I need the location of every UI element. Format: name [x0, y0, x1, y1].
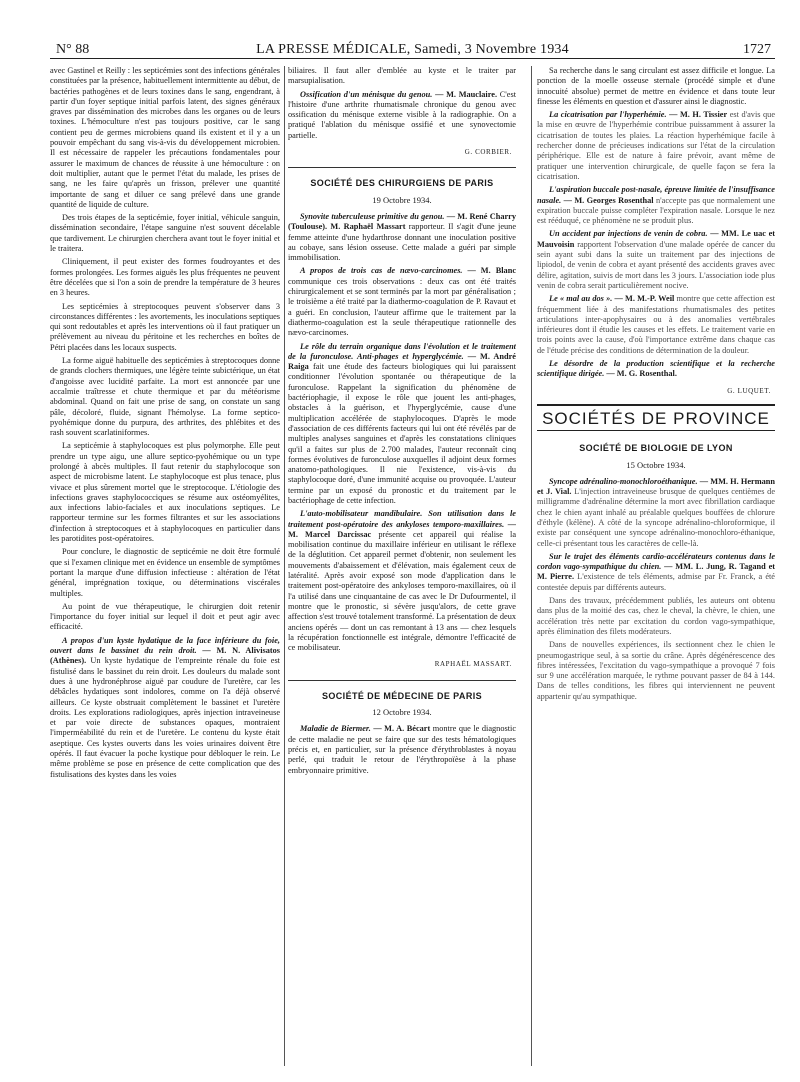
- communication-title: A propos de trois cas de nævo-carcinomes.: [300, 266, 463, 276]
- signature: RAPHAËL MASSART.: [434, 660, 512, 669]
- communication-text: Un kyste hydatique de l'empreinte rénale du foie est fistulisé dans le bassinet du rein droit. Les douleurs du malade sont dues à une hydronéphrose aiguë par coudure de l'uretère, car les débâcles hydatiques sont indolores, comme on l'a déjà observé ailleurs. Ce kyste obstruait complètement le bassinet et l'uretère droits. Les explorations radiologiques, après injection intraveineuse et par voie directe de substances opaques, montraient l'imperméabilité du rein et de l'uretère. Le contenu du kyste était aseptique. Ces kystes ouverts dans les voies urinaires doivent être opérés. Il faut évacuer la poche kystique pour débloquer le rein. Le même problème se pose en présence de cette complication que des fistulisations des kystes dans les voies: [50, 656, 280, 779]
- page-number: 1727: [743, 42, 771, 57]
- communication-author: — MM. H. Hermann et J. Vial.: [537, 476, 775, 497]
- communication-text: communique ces trois observations : deux cas ont été traités chirurgicalement et se sont terminés par la mort par généralisation ; le troisième a été traité par la diathermo-coagulation de P. Ravaut et a guéri. En conclusion, l'auteur affirme que le traitement par la diathermo-coagulation est la seule thérapeutique rationnelle des nævo-carcinomes.: [288, 276, 516, 338]
- communication: [288, 342, 516, 507]
- communication: [537, 110, 775, 182]
- communication-title: Syncope adrénalino-monochloroéthanique.: [549, 476, 698, 486]
- communication: [288, 212, 516, 263]
- session-date: 19 Octobre 1934.: [372, 194, 432, 205]
- paragraph: Dans de nouvelles expériences, ils sectionnent chez le chien le pneumogastrique seul, à sa sortie du crâne. Après dégénérescence des fibres intéressées, l'excitation du vago-sympathique a provoqué 7 fois sur 9 une accélération marquée, le rythme pouvant passer de 84 à 144. Dans de telles conditions, les fibres qui interviennent ne peuvent appartenir qu'au sympathique.: [537, 640, 775, 701]
- society-heading: SOCIÉTÉ DES CHIRURGIENS DE PARIS: [288, 167, 516, 188]
- column-2: [288, 66, 516, 1066]
- communication: [537, 229, 775, 291]
- communication-author: — M. H. Tissier: [669, 110, 728, 120]
- paragraph: La forme aiguë habituelle des septicémies à streptocoques donne de grands clochers thermiques, une légère teinte subictérique, un état d'angoisse avec lucidité parfaite. La mort est annoncée par une accalmie traîtresse et chute thermique et par du météorisme abdominal. Quand on fait une prise de sang, on constate un sang pâle, décoloré, fluide, signant l'hémolyse. La forme septico-pyohémique donne du purpura, des arthrites, des phlébites et des rash souvent scarlatiniformes.: [50, 356, 280, 438]
- journal-title: LA PRESSE MÉDICALE, Samedi, 3 Novembre 1934: [256, 42, 569, 57]
- signature: G. CORBIER.: [464, 148, 512, 157]
- communication-title: Un accident par injections de venin de cobra.: [549, 229, 708, 239]
- communication-title: Maladie de Biermer.: [300, 724, 371, 734]
- communication-author: — M. Marcel Darcissac: [288, 519, 516, 539]
- paragraph: Les septicémies à streptocoques peuvent s'observer dans 3 circonstances différentes : les avortements, les inoculations septiques qui sont redoutables et après les interventions où il faut pratiquer un prélèvement au niveau du péritoine et les recherches en boîtes de Pétri placées dans les locaux suspects.: [50, 301, 280, 352]
- columns: [50, 66, 775, 1066]
- communication-title: A propos d'un kyste hydatique de la face inférieure du foie, ouvert dans le bassinet du rein droit.: [50, 635, 280, 656]
- communication: [288, 509, 516, 653]
- section-title: SOCIÉTÉS DE PROVINCE: [537, 404, 775, 431]
- paragraph: Au point de vue thérapeutique, le chirurgien doit retenir l'importance du foyer initial sur lequel il doit et peut agir avec efficacité.: [50, 601, 280, 632]
- paragraph: Sa recherche dans le sang circulant est assez difficile et longue. La ponction de la moelle osseuse sternale (procédé simple et d'une innocuité absolue) permet de mettre en évidence et dans toute leur finesse les éléments en question et d'assurer ainsi le diagnostic.: [537, 66, 775, 106]
- session-date: 15 Octobre 1934.: [626, 459, 686, 470]
- communication-title: Sur le trajet des éléments cardio-accélérateurs contenus dans le cordon vago-sympathique du chien.: [537, 551, 775, 572]
- communication: [50, 636, 280, 780]
- communication-title: L'auto-mobilisateur mandibulaire. Son utilisation dans le traitement post-opératoire des ankyloses temporo-maxillaires.: [288, 509, 516, 529]
- society-heading: SOCIÉTÉ DE MÉDECINE DE PARIS: [288, 680, 516, 701]
- paragraph: La septicémie à staphylocoques est plus polymorphe. Elle peut prendre un type aigu, une allure septico-pyohémique ou un type prolongé à abcès multiples. Il faut retenir du staphylocoque son aspect de microbisme latent. Le staphylocoque est plus tenace, plus vivace et plus sûrement mortel que le streptocoque. L'étiologie des infections graves staphylococciques se résume aux ostéomyélites, aux infections labio-faciales et aux inoculations septiques. Le rapporteur termine sur les formes filtrantes et sur les associations d'infection à streptocoques et à staphylocoques en particulier dans les parotidites post-opératoires.: [50, 441, 280, 544]
- communication: [537, 477, 775, 549]
- communication-author: — M. N. Alivisatos (Athènes).: [50, 646, 280, 666]
- communication-author: — M. Blanc: [467, 266, 516, 276]
- communication-author: — M. G. Rosenthal.: [606, 369, 677, 379]
- communication-author: — MM. L. Jung, R. Tagand et M. Pierre.: [537, 562, 775, 582]
- communication-author: — M. Mauclaire.: [435, 89, 498, 99]
- paragraph: biliaires. Il faut aller d'emblée au kyste et le traiter par marsupialisation.: [288, 66, 516, 86]
- communication-text: fait une étude des facteurs biologiques qui lui paraissent conditionner l'évolution spontanée ou thérapeutique de la furonculose. Rappelant la signification du phénomène de bactériophagie, il expose le rôle que jouent les anti-phages, obstacles à la guérison, et l'hyperglycémie, cause d'une multiplication accélérée de staphylocoques. D'après le mode d'association de ces différents facteurs qui lui ont été révélés par de multiples analyses sanguines et d'après les constatations cliniques qu'il a faites sur plus de 2.700 malades, l'auteur reconnaît cinq formes évolutives de furonculose auxquelles il adjoint deux formes anatomo-pathologiques. Il nie l'existence, vis-à-vis du staphylocoque doré, d'une immunité acquise ou provoquée. L'auteur termine par un exposé du pronostic et du traitement par le bactériophage de cette infection.: [288, 362, 516, 505]
- column-1: [50, 66, 280, 1066]
- communication: [537, 359, 775, 380]
- journal-page: [50, 28, 775, 1068]
- paragraph: avec Gastinel et Reilly : les septicémies sont des infections générales constituées par la présence, habituellement intermittente au début, de bactéries pathogènes et de leurs toxines dans le sang, engendrant, à partir d'un foyer septique initial parfois latent, des signes généraux graves par dissémination des microbes dans les organes ou de leurs toxines. L'hémoculture n'est pas toujours positive, car le sang contient peu de germes microbiens quand ils existent et il y a un pouvoir empêchant du sang vis-à-vis du développement microbien. Il est nécessaire de rappeler les précautions fondamentales pour assurer le maximum de chances de réussite à une hémoculture : on doit multiplier, autant que le permet l'état du malade, les prises de sang, ne les faire qu'après un frisson, prélever une quantité importante de sang et diluer ce sang prélevé dans une grande quantité de liquide de culture.: [50, 66, 280, 209]
- communication-title: Le rôle du terrain organique dans l'évolution et le traitement de la furonculose. Anti-phages et hyperglycémie.: [288, 341, 516, 361]
- paragraph: Cliniquement, il peut exister des formes foudroyantes et des formes prolongées. Les formes aiguës les plus fréquentes ne peuvent être décelées que si l'on a soin de prendre la température de 3 heures en 3 heures.: [50, 257, 280, 298]
- paragraph: Pour conclure, le diagnostic de septicémie ne doit être formulé que si l'examen clinique met en évidence un ensemble de symptômes portant la marque d'une diffusion infectieuse : altération de l'état général, imprégnation toxique, ou déterminations viscérales multiples.: [50, 547, 280, 598]
- communication-author: — M. A. Bécart: [373, 724, 431, 734]
- communication-text: montre que le diagnostic de cette maladie ne peut se faire que sur des tests hématologiques précis et, en particulier, sur la présence d'érythroblastes à noyau perlé, qui traduit le retour de l'érythropoïèse à la phase embryonnaire primitive.: [288, 724, 516, 775]
- communication-text: montre que cette affection est fréquemment liée à des manifestations rhumatismales des petites articulations inter-apophysaires ou à des anomalies vertébrales inférieures dont il étudie les causes et les effets. Le traitement varie en trois points avec la cause, d'où l'importance extrême dans chaque cas de l'étude précise des conditions de détermination de la douleur.: [537, 294, 775, 355]
- communication: [537, 294, 775, 356]
- communication-title: Ossification d'un ménisque du genou.: [300, 89, 433, 99]
- column-3: [537, 66, 775, 1066]
- communication: [537, 552, 775, 593]
- communication-text: L'injection intraveineuse brusque de quelques centièmes de milligramme d'adrénaline détermine la mort avec fibrillation cardiaque chez le chien ayant inhalé au préalable quelques bouffées de chlorure d'éthyle (kélène). A côté de la syncope adrénalino-chloroformique, il existe par conséquent une syncope adrénalino-monochloro-éthanique, celle-ci présentant tous les caractères de celle-là.: [537, 487, 775, 548]
- page-header: [50, 28, 775, 59]
- communication-title: Le désordre de la production scientifique et la recherche scientifique dirigée.: [537, 359, 775, 379]
- paragraph: Dans des travaux, précédemment publiés, les auteurs ont obtenu dans plus de la moitié des cas, chez le cheval, la chèvre, le chien, une accélération très nette par excitation du cordon vago-sympathique, après élimination des filets modérateurs.: [537, 596, 775, 636]
- communication-text: rapportent l'observation d'une malade opérée de cancer du sein ayant subi dans la suite un traitement par des injections de lipiodol, de venin de cobra et ayant présenté des accidents graves avec délire, agitation, suivis de mort dans les 3 jours. L'association iode plus venin de cobra serait particulièrement nocive.: [537, 239, 775, 290]
- communication: [288, 90, 516, 141]
- issue-number: N° 88: [56, 42, 90, 57]
- communication-text: présente cet appareil qui réalise la mobilisation continue du maxillaire inférieur en utilisant le réflexe de la déglutition. Cet appareil permet d'obtenir, non seulement les mouvements d'abaissement et d'élévation, mais également ceux de latéralité. Après avoir exposé son mode d'application dans le traitement post-opératoire des ankyloses temporo-maxillaires, où il l'a utilisé dans une cinquantaine de cas avec le Dr Dufourmentel, il montre que le pronostic, si sévère jusqu'alors, de cette grave affection s'est trouvé totalement transformé. La présentation de deux anciens opérés — dont un cas remontant à 13 ans — chez lesquels la récupération fonctionnelle est intégrale, démontre l'efficacité de ce mobilisateur.: [288, 529, 516, 653]
- paragraph: Des trois étapes de la septicémie, foyer initial, véhicule sanguin, dissémination secondaire, l'étape sanguine n'est souvent décelable que tardivement. Le chirurgien cherchera avant tout le foyer initial et le traitera.: [50, 213, 280, 254]
- communication: [288, 724, 516, 775]
- communication: [288, 266, 516, 338]
- communication-text: L'existence de tels éléments, admise par Fr. Franck, a été contestée depuis par différents auteurs.: [537, 572, 775, 592]
- communication-text: rapporteur. Il s'agit d'une jeune femme atteinte d'une hydarthrose donnant une inoculation positive au cobaye, sans lésion osseuse. Cette malade a guéri par simple immobilisation.: [288, 222, 516, 263]
- communication-author: — M. M.-P. Weil: [614, 294, 675, 304]
- communication-title: Synovite tuberculeuse primitive du genou.: [300, 211, 445, 221]
- communication: [537, 185, 775, 226]
- communication-title: Le « mal au dos ».: [549, 294, 613, 304]
- communication-author: — M. André Raiga: [288, 351, 516, 372]
- communication-author: — M. René Charry (Toulouse). M. Raphaël Massart: [288, 211, 516, 232]
- communication-text: n'accepte pas que normalement une expiration buccale puisse compléter l'expiration nasale. Lorsque le nez est rééduqué, ce phénomène ne se produit plus.: [537, 195, 775, 226]
- communication-author: — M. Georges Rosenthal: [563, 195, 654, 205]
- communication-title: La cicatrisation par l'hyperhémie.: [549, 110, 667, 120]
- signature: G. LUQUET.: [727, 386, 771, 395]
- communication-author: — MM. Le uac et Mauvoisin: [537, 229, 775, 249]
- communication-title: L'aspiration buccale post-nasale, épreuve limitée de l'insuffisance nasale.: [537, 185, 775, 205]
- communication-text: C'est l'histoire d'une arthrite rhumatismale chronique du genou avec ossification du ménisque externe visible à la radiographie. On a pratiqué l'ablation du ménisque ossifié et une synovectomie partielle.: [288, 89, 516, 140]
- society-heading: SOCIÉTÉ DE BIOLOGIE DE LYON: [579, 443, 733, 454]
- communication-text: est d'avis que la mise en œuvre de l'hyperhémie contribue puissamment à assurer la cicatrisation de toutes les plaies. La réaction hyperhémique facile à rechercher donne de précieuses indications sur l'état de la circulation périphérique. Elle est de nature à faire prévoir, avant même de pratiquer une intervention chirurgicale, de quelle façon se fera la cicatrisation.: [537, 110, 775, 181]
- session-date: 12 Octobre 1934.: [372, 707, 432, 718]
